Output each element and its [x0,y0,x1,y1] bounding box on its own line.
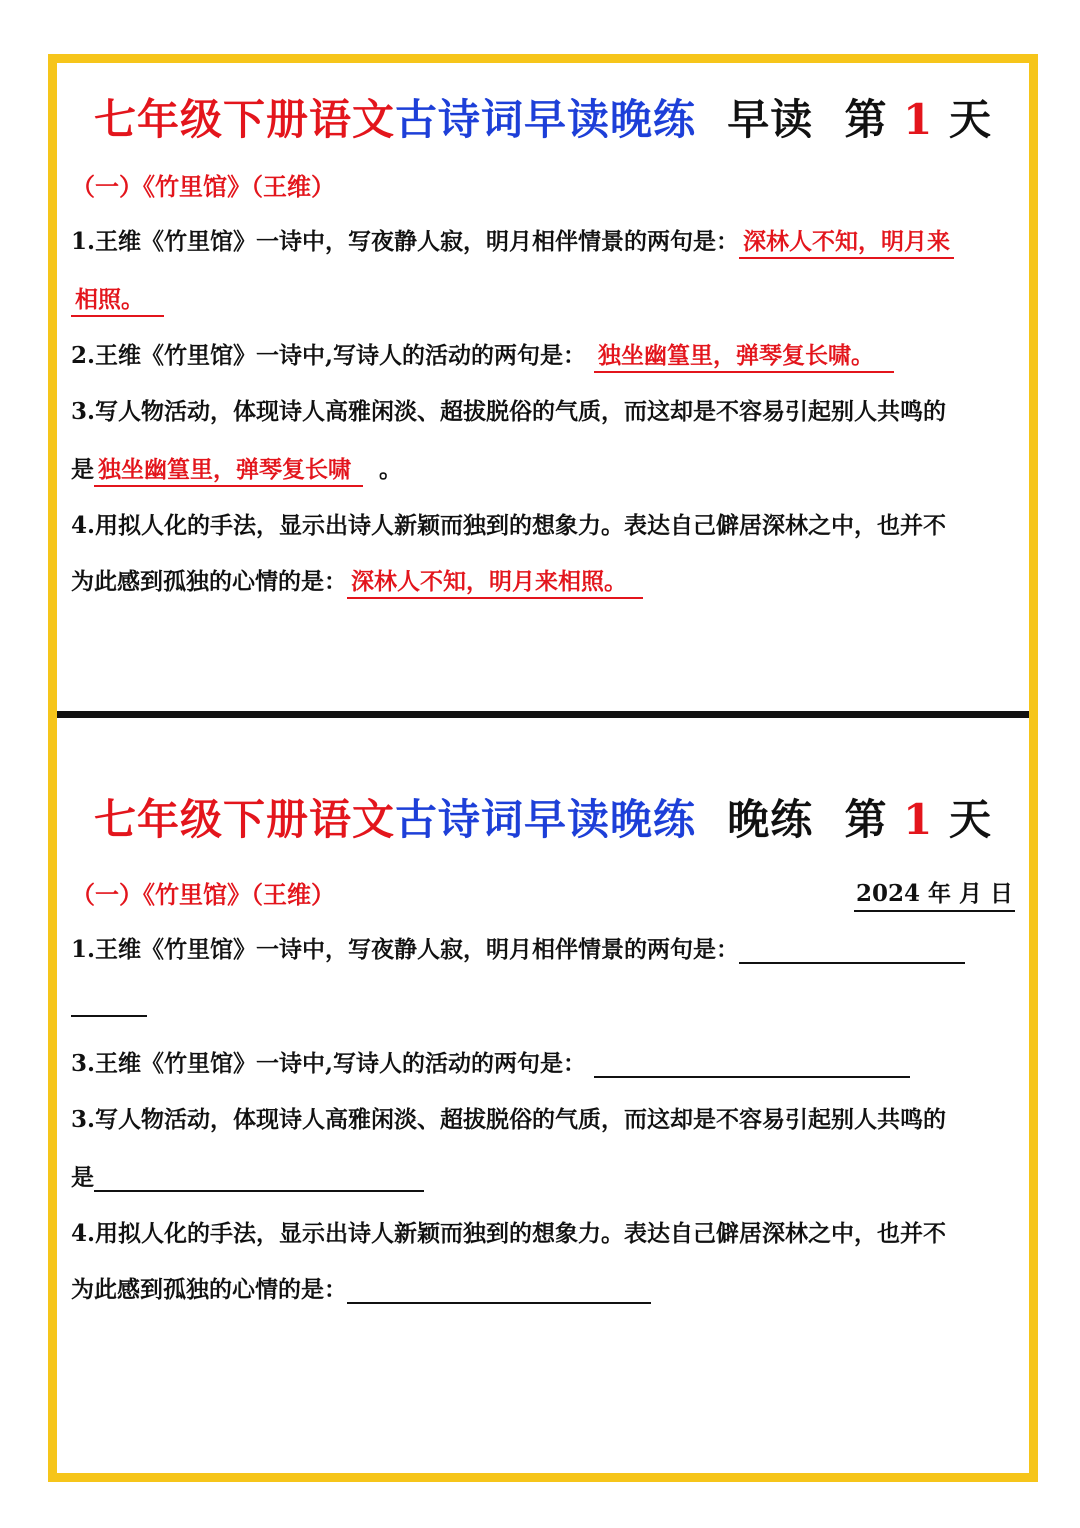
title-day-suffix: 天 [949,95,993,144]
title-session-part: 晚练 [727,795,814,844]
question-4: 4.用拟人化的手法，显示出诗人新颖而独到的想象力。表达自己僻居深林之中，也并不 [71,1220,947,1247]
question-1-answer-part1: 深林人不知，明月来 [739,228,954,259]
question-3-continued [71,1159,424,1192]
date-field[interactable]: 2024 年 月 日 [854,875,1015,912]
question-4-answer: 深林人不知，明月来相照。 [347,568,643,599]
question-3-suffix: 。 [379,456,403,483]
question-3-answer-blank[interactable] [94,1164,424,1192]
question-4: 4.用拟人化的手法，显示出诗人新颖而独到的想象力。表达自己僻居深林之中，也并不 [71,512,947,539]
title-day-prefix: 第 [844,795,888,844]
question-1-answer-blank[interactable] [739,936,965,964]
question-2-text: 3.王维《竹里馆》一诗中,写诗人的活动的两句是： [71,1050,587,1077]
question-3: 3.写人物活动，体现诗人高雅闲淡、超拔脱俗的气质，而这却是不容易引起别人共鸣的 [71,1106,947,1133]
question-1-text: 1.王维《竹里馆》一诗中，写夜静人寂，明月相伴情景的两句是： [71,936,740,963]
question-2-text: 2.王维《竹里馆》一诗中,写诗人的活动的两句是： [71,342,587,369]
question-1-continued [71,281,164,314]
poem-heading: （一）《竹里馆》（王维） [71,880,335,909]
question-4-continued [71,1271,651,1304]
title-series-part: 古诗词早读晚练 [394,95,696,144]
question-2-answer-blank[interactable] [594,1050,910,1078]
question-4-answer-blank[interactable] [347,1276,651,1304]
title-grade-part: 七年级下册语文 [93,795,395,844]
title-series-part: 古诗词早读晚练 [394,795,696,844]
question-2 [71,337,894,370]
question-3: 3.写人物活动，体现诗人高雅闲淡、超拔脱俗的气质，而这却是不容易引起别人共鸣的 [71,398,947,425]
question-4-text: 为此感到孤独的心情的是： [71,568,347,595]
title-day-number: 1 [903,95,934,144]
question-1-continued [71,989,147,1017]
question-3-prefix: 是 [71,456,94,483]
worksheet-frame [48,54,1038,1482]
question-1 [71,223,954,256]
question-1 [71,931,965,964]
question-1-answer-part2: 相照。 [71,286,164,317]
evening-practice-section [57,719,1029,1473]
evening-title [57,787,1029,847]
question-3-prefix: 是 [71,1164,94,1191]
title-day-suffix: 天 [949,795,993,844]
question-2 [71,1045,910,1078]
morning-reading-section [57,63,1029,713]
title-day-prefix: 第 [844,95,888,144]
title-day-number: 1 [903,795,934,844]
title-session-part: 早读 [727,95,814,144]
morning-title [57,87,1029,147]
question-1-answer-blank-continued[interactable] [71,989,147,1017]
poem-heading: （一）《竹里馆》（王维） [71,172,335,201]
question-1-text: 1.王维《竹里馆》一诗中，写夜静人寂，明月相伴情景的两句是： [71,228,740,255]
title-grade-part: 七年级下册语文 [93,95,395,144]
question-3-continued [71,451,402,484]
question-2-answer: 独坐幽篁里，弹琴复长啸。 [594,342,894,373]
question-4-text: 为此感到孤独的心情的是： [71,1276,347,1303]
section-divider [57,711,1029,718]
question-3-answer: 独坐幽篁里，弹琴复长啸 [94,456,363,487]
question-4-continued [71,563,643,596]
